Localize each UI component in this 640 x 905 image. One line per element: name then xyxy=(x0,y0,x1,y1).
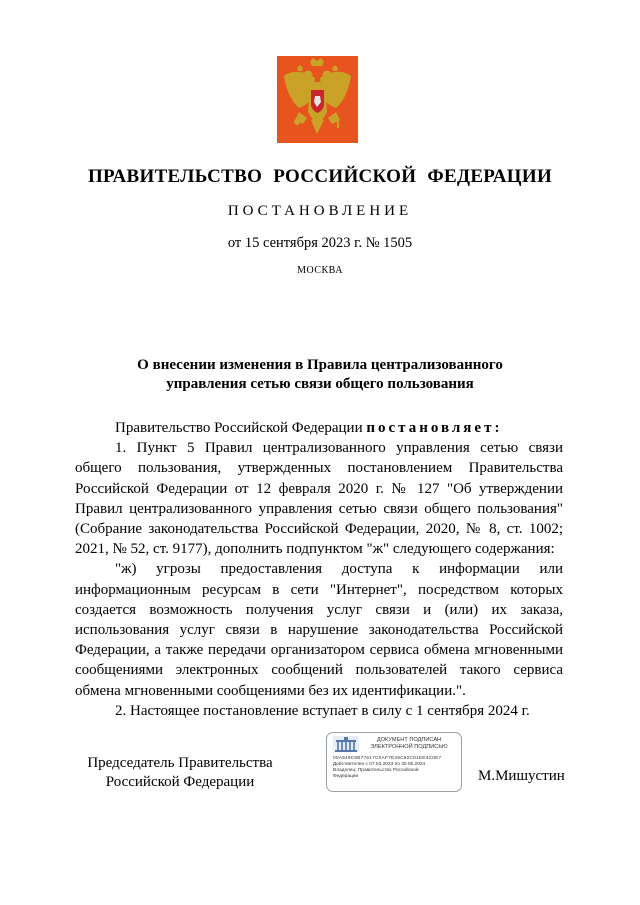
electronic-signature-stamp xyxy=(326,732,462,792)
certificate-validity: Действителен с 07.03.2023 по 30.05.2024 xyxy=(333,762,426,767)
document-heading xyxy=(0,356,640,394)
stamp-heading-line-2: ЭЛЕКТРОННОЙ ПОДПИСЬЮ xyxy=(370,744,448,750)
signatory-title xyxy=(75,754,285,792)
certificate-serial: 00A549C6B77617C0AF7E29C82C81EE4C0E7 xyxy=(333,756,442,761)
paragraph-2: "ж) угрозы предоставления доступа к информации или информационным ресурсам в сети "Интернет", посредством которых создается возможность получения услуг связи и (или) их заказа, использования услуг связи в нарушение законодательства Российской Федерации, а также передачи организатором сервиса обмена мгновенными сообщениями электронных сообщений пользователей такого сервиса обмена мгновенными сообщениями без их идентификации.". xyxy=(75,561,563,699)
document-city: МОСКВА xyxy=(297,265,343,276)
paragraph-3: 2. Настоящее постановление вступает в силу с 1 сентября 2024 г. xyxy=(115,702,530,719)
intro-text: Правительство Российской Федерации xyxy=(115,420,367,436)
building-icon xyxy=(333,736,359,752)
signatory-title-line-2: Российской Федерации xyxy=(105,774,255,790)
document-date-number: от 15 сентября 2023 г. № 1505 xyxy=(227,235,413,251)
government-title: ПРАВИТЕЛЬСТВО РОССИЙСКОЙ ФЕДЕРАЦИИ xyxy=(87,166,553,187)
document-body xyxy=(75,418,563,721)
intro-emphasis: постановляет: xyxy=(366,420,503,436)
heading-line-2: управления сетью связи общего пользования xyxy=(166,376,474,392)
certificate-owner-line-2: Федерации xyxy=(333,774,359,779)
coat-of-arms-icon xyxy=(277,56,358,143)
stamp-heading-line-1: ДОКУМЕНТ ПОДПИСАН xyxy=(376,737,442,744)
signatory-name: М.Мишустин xyxy=(478,768,565,784)
signatory-title-line-1: Председатель Правительства xyxy=(87,755,273,771)
certificate-owner-line-1: Владелец: Правительство Российской xyxy=(333,768,419,773)
document-type: ПОСТАНОВЛЕНИЕ xyxy=(227,203,413,219)
stamp-heading xyxy=(363,737,455,751)
intro-paragraph xyxy=(75,418,563,438)
paragraph-1: 1. Пункт 5 Правил централизованного управления сетью связи общего пользования, утвержденных постановлением Правительства Российской Федерации от 12 февраля 2020 г. № 127 "Об утверждении Правил централизованного управления сетью связи общего пользования" (Собрание законодательства Российской Федерации, 2020, № 8, ст. 1002; 2021, № 52, ст. 9177), дополнить подпунктом "ж" следующего содержания: xyxy=(75,440,563,558)
heading-line-1: О внесении изменения в Правила централизованного xyxy=(137,357,503,373)
